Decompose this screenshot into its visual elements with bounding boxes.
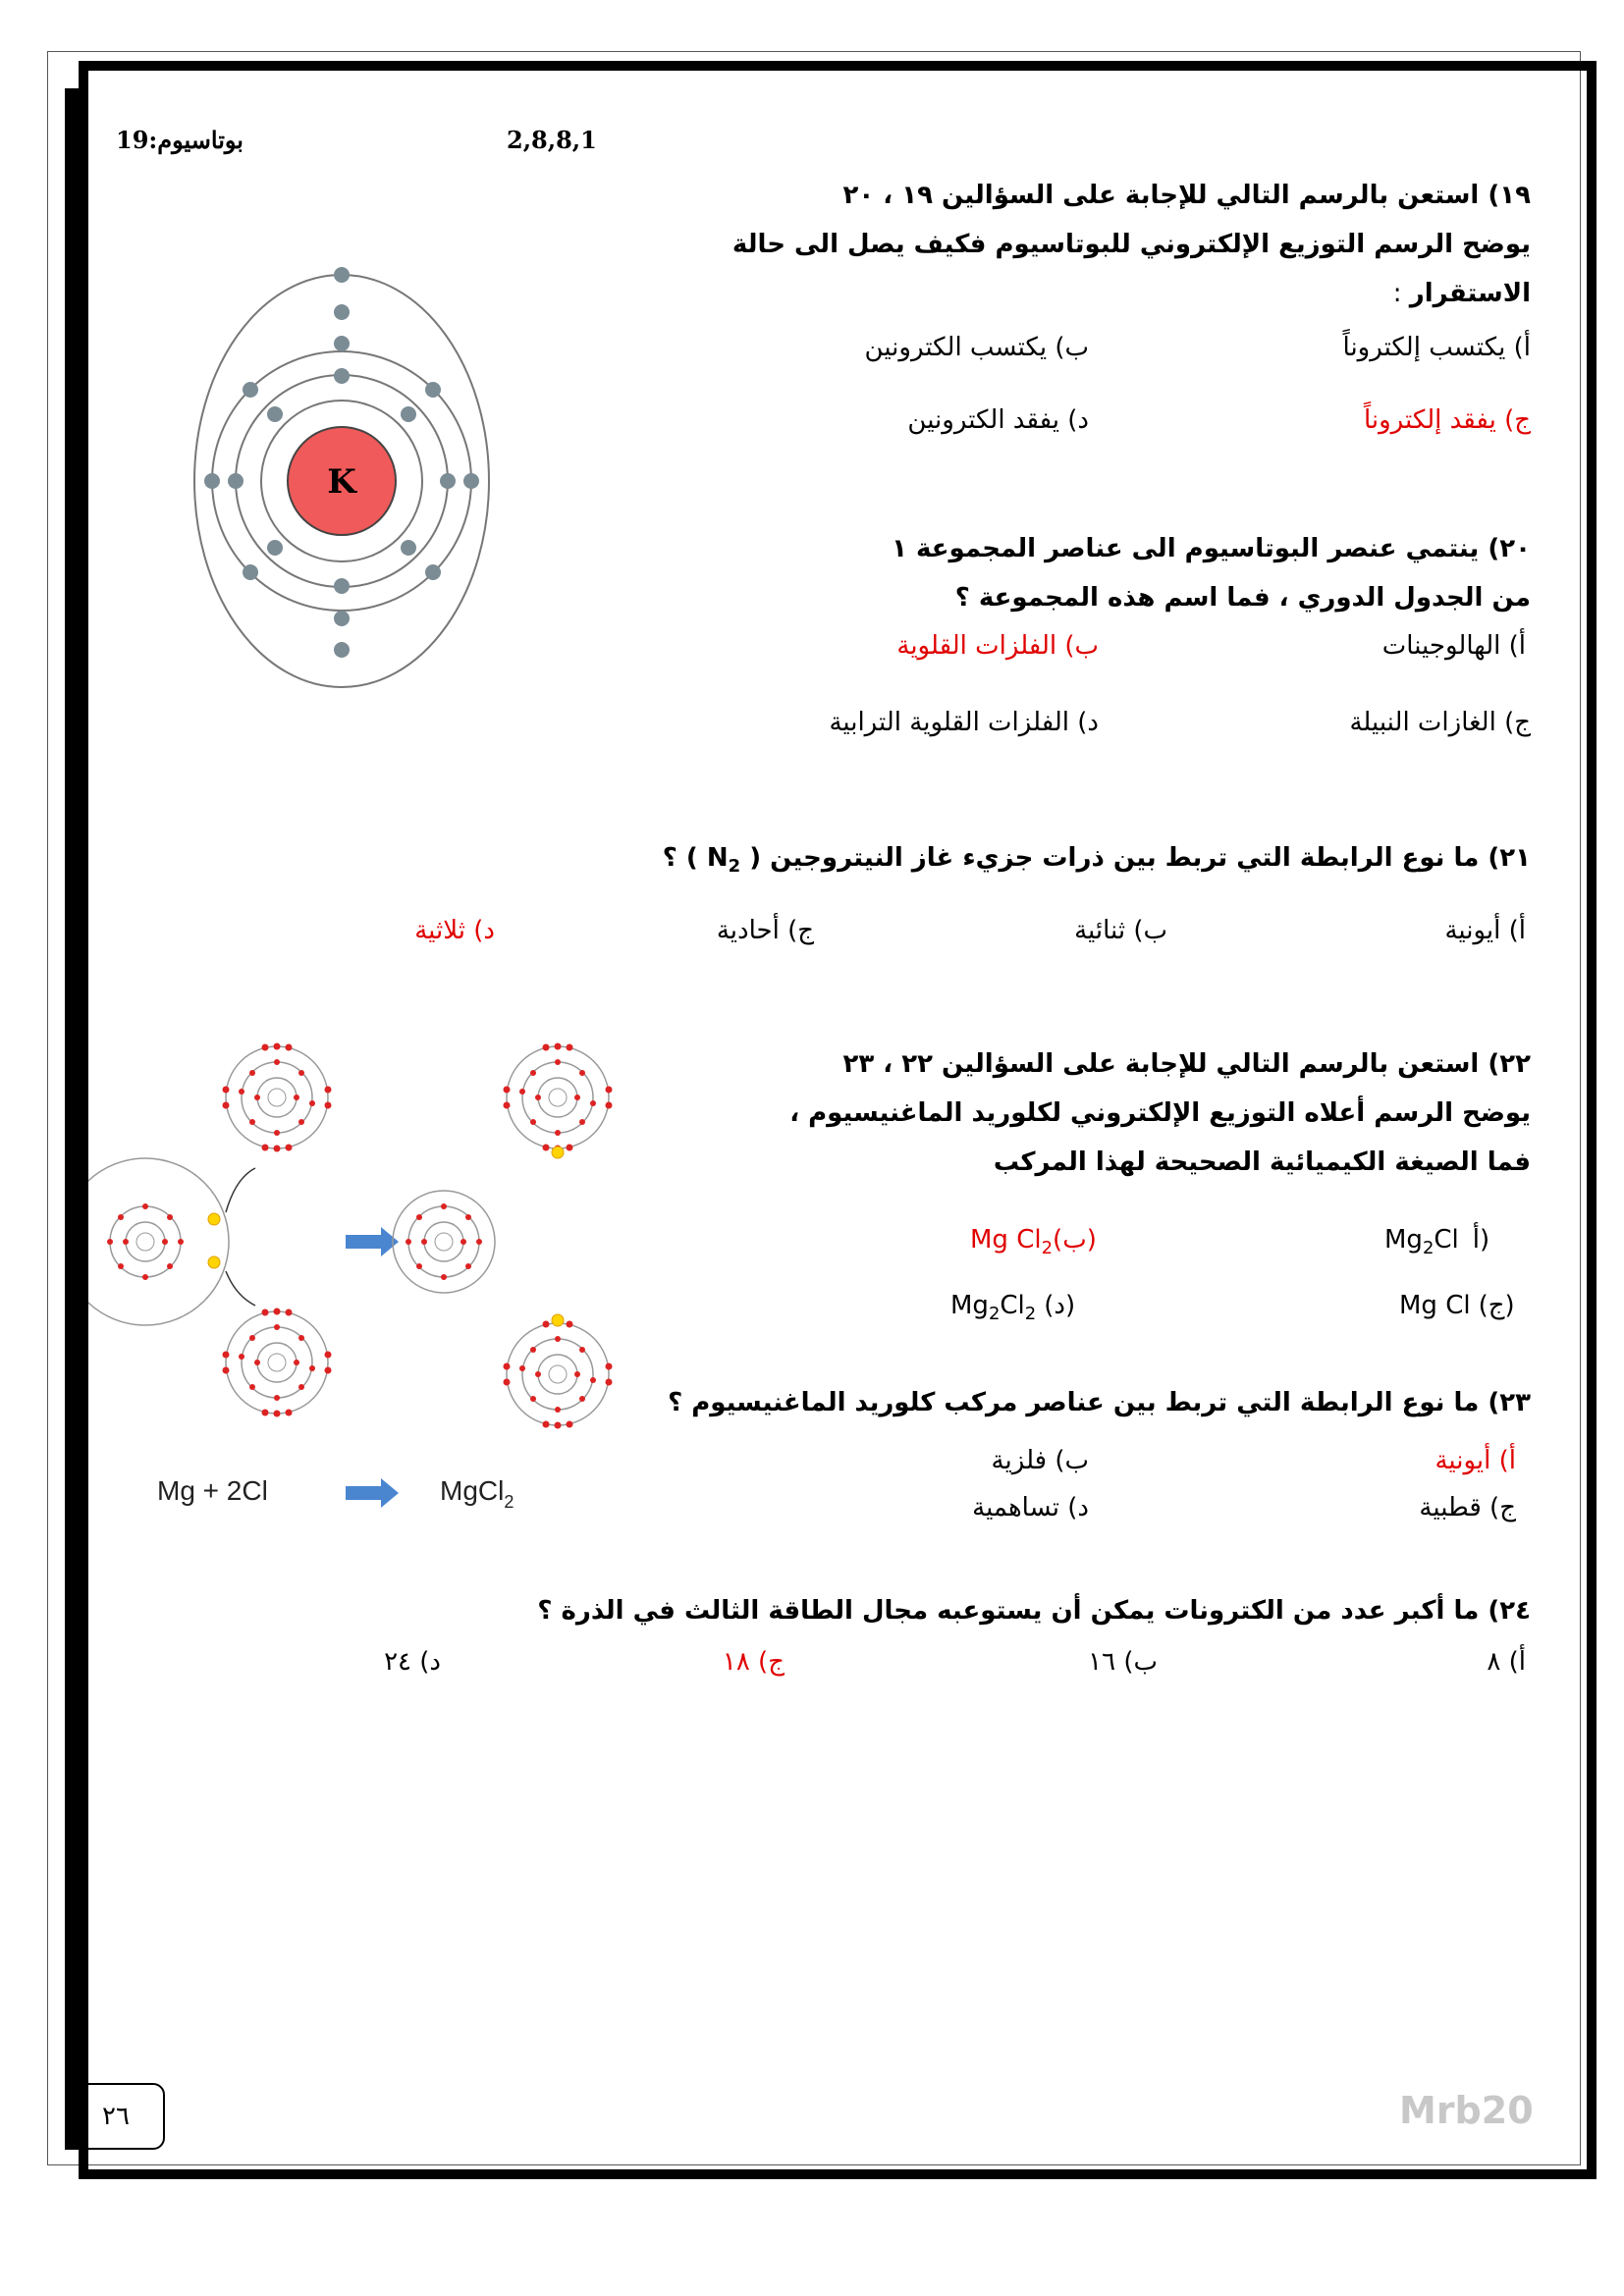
q21-option-b[interactable]: ب) ثنائية [1074,916,1167,945]
q22-line1: ٢٢) استعن بالرسم التالي للإجابة على السؤالين ٢٢ ، ٢٣ [842,1049,1531,1079]
potassium-atom-diagram [191,260,496,692]
q21-text: ٢١) ما نوع الرابطة التي تربط بين ذرات جزيء غاز النيتروجين ( [749,843,1531,873]
q20-option-b[interactable]: ب) الفلزات القلوية [896,631,1099,661]
q22-line2: يوضح الرسم أعلاه التوزيع الإلكتروني لكلوريد الماغنيسيوم ، [789,1098,1531,1128]
q19-option-d[interactable]: د) يفقد الكترونين [907,405,1089,435]
q20-option-c[interactable]: ج) الغازات النبيلة [1349,708,1531,737]
q21-option-c[interactable]: ج) أحادية [716,916,814,945]
q23-option-c[interactable]: ج) قطبية [1419,1493,1516,1522]
q21-option-d[interactable]: د) ثلاثية [414,916,495,945]
equation-product: MgCl$_2$ [440,1475,514,1512]
q21-option-a[interactable]: أ) أيونية [1444,916,1526,945]
q21-formula: $N_2$ [706,843,741,878]
q23-option-b[interactable]: ب) فلزية [991,1446,1089,1475]
q21-question [451,839,1531,885]
q24-option-d[interactable]: د) ٢٤ [384,1647,441,1677]
q19-line3-colon: : [1392,279,1410,308]
electron-config: 2,8,8,1 [507,126,597,154]
q22-option-b[interactable]: Mg $Cl_2(ب)$ [970,1225,1097,1259]
q19-line2: يوضح الرسم التوزيع الإلكتروني للبوتاسيوم فكيف يصل الى حالة [731,230,1531,259]
q20-option-a[interactable]: أ) الهالوجينات [1381,631,1526,661]
q24-question: ٢٤) ما أكبر عدد من الكترونات يمكن أن يستوعبه مجال الطاقة الثالث في الذرة ؟ [537,1596,1531,1626]
q22-option-c[interactable]: Mg Cl (ج) [1399,1291,1515,1320]
page-border-left [65,88,79,2150]
q22-option-d[interactable]: $Mg_2Cl_2$ (د) [950,1291,1076,1325]
q21-end: ) ؟ [662,843,698,873]
q19-line3 [647,275,1531,312]
element-label: بوتاسيوم:19 [116,126,244,154]
q19-option-c[interactable]: ج) يفقد إلكتروناً [1363,405,1531,435]
q19-option-a[interactable]: أ) يكتسب إلكتروناً [1342,333,1531,362]
q19-line3-text: الاستقرار [1409,279,1531,308]
equation-reactants: Mg + 2Cl [157,1475,268,1506]
page-number: ٢٦ [67,2083,165,2150]
q19-option-b[interactable]: ب) يكتسب الكترونين [864,333,1089,362]
q19-line1: ١٩) استعن بالرسم التالي للإجابة على السؤالين ١٩ ، ٢٠ [842,181,1531,210]
q24-option-b[interactable]: ب) ١٦ [1088,1647,1158,1677]
atom-symbol: K [327,462,356,502]
q20-option-d[interactable]: د) الفلزات القلوية الترابية [829,708,1099,737]
q24-option-a[interactable]: أ) ٨ [1487,1647,1526,1677]
q23-option-a[interactable]: أ) أيونية [1435,1446,1516,1475]
q23-question: ٢٣) ما نوع الرابطة التي تربط بين عناصر مركب كلوريد الماغنيسيوم ؟ [668,1388,1531,1417]
watermark: Mrb20 [1399,2089,1534,2132]
q20-line1: ٢٠) ينتمي عنصر البوتاسيوم الى عناصر المجموعة ١ [892,534,1531,563]
q20-line2: من الجدول الدوري ، فما اسم هذه المجموعة ؟ [954,583,1531,613]
q23-option-d[interactable]: د) تساهمية [972,1493,1089,1522]
q24-option-c[interactable]: ج) ١٨ [722,1647,785,1677]
q22-line3: فما الصيغة الكيميائية الصحيحة لهذا المركب [993,1148,1531,1177]
magnesium-chloride-diagram [88,1031,619,1531]
q22-option-a[interactable]: $Mg_2Cl$ أ) [1384,1225,1490,1259]
